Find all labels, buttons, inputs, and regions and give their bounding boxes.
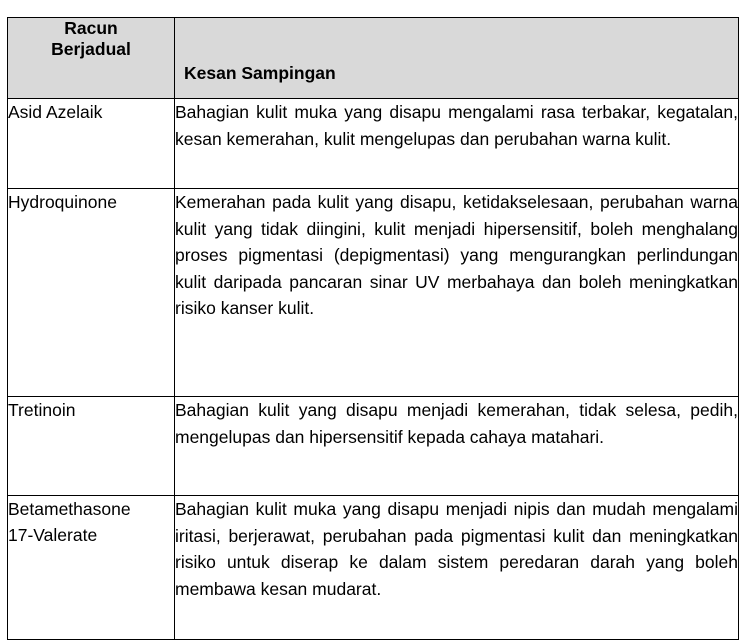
poison-side-effects-table (7, 17, 739, 640)
header-poison-label: Racun Berjadual (51, 18, 131, 59)
header-side-effect-column (175, 18, 739, 99)
side-effect-cell: Kemerahan pada kulit yang disapu, ketidakselesaan, perubahan warna kulit yang tidak diingini, kulit menjadi hipersensitif, boleh menghalang proses pigmentasi (depigmentasi) yang mengurangkan perlindungan kulit daripada pancaran sinar UV merbahaya dan boleh meningkatkan risiko kanser kulit. (175, 189, 739, 397)
side-effect-cell: Bahagian kulit muka yang disapu mengalami rasa terbakar, kegatalan, kesan kemerahan, kulit mengelupas dan perubahan warna kulit. (175, 99, 739, 189)
table-row (8, 99, 739, 189)
side-effect-cell: Bahagian kulit yang disapu menjadi kemerahan, tidak selesa, pedih, mengelupas dan hipersensitif kepada cahaya matahari. (175, 397, 739, 496)
poison-name-cell: Hydroquinone (8, 189, 175, 397)
table-row (8, 189, 739, 397)
side-effect-cell: Bahagian kulit muka yang disapu menjadi nipis dan mudah mengalami iritasi, berjerawat, perubahan pada pigmentasi kulit dan meningkatkan risiko untuk diserap ke dalam sistem peredaran darah yang boleh membawa kesan mudarat. (175, 496, 739, 640)
header-side-effect-label: Kesan Sampingan (184, 63, 336, 83)
table-row (8, 397, 739, 496)
table-row (8, 496, 739, 640)
poison-name-cell: Asid Azelaik (8, 99, 175, 189)
poison-name-cell: Betamethasone 17-Valerate (8, 496, 175, 640)
table-header-row (8, 18, 739, 99)
header-poison-column (8, 18, 175, 99)
poison-name-cell: Tretinoin (8, 397, 175, 496)
